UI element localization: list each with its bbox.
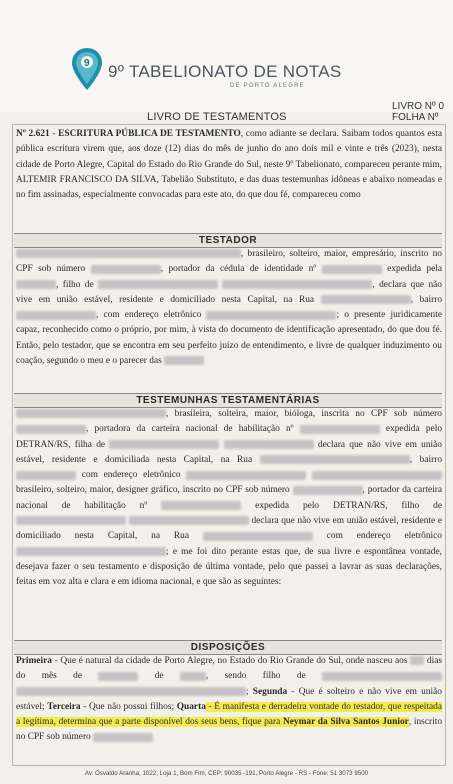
redacted-cpf [16,425,86,434]
svg-text:9: 9 [84,58,90,69]
redacted-cpf [293,486,363,495]
redacted-district [16,471,76,480]
testador-text: , filho de [56,279,94,290]
livro-number-label: LIVRO Nº 0 [392,101,445,112]
testemunhas-heading: TESTEMUNHAS TESTAMENTÁRIAS [14,393,442,408]
redacted-street [260,455,410,464]
testador-text: ; o presente juridicamente capaz, reconhecido como o próprio, por mim, à vista do documento de identificação apresentado, do que dou fé. Então, pelo testador, que se encontra em seu perfeito juízo de entendimento, e livre de qualquer induzimento ou coação, segundo o meu e o parecer das [16,310,443,367]
redacted-issuer [16,280,56,289]
testemunhas-paragraph [16,407,442,591]
intro-paragraph: Nº 2.621 - ESCRITURA PÚBLICA DE TESTAMENTO, como adiante se declara. Saibam todos quantos esta pública escritura virem que, aos doze (12) dias do mês de junho do ano dois mil e vinte e três (2023), nesta cidade de Porto Alegre, Capital do Estado do Rio Grande do Sul, neste 9º Tabelionato, compareceu perante mim, ALTEMIR FRANCISCO DA SILVA, Tabelião Substituto, e das duas testemunhas idôneas e abaixo nomeadas e no fim assinadas, especialmente convocadas para este ato, do que dou fé, compareceu como [16,129,442,201]
redacted-cpf [91,265,161,274]
redacted-parents [322,672,442,681]
disposicoes-heading: DISPOSIÇÕES [14,640,442,655]
testador-heading: TESTADOR [14,233,442,248]
redacted-year [180,672,206,681]
redacted-day [410,656,424,665]
redacted-month [98,672,138,681]
disposicao-text: - Que não possui filhos; [80,701,175,712]
witness-text: com endereço eletrônico [81,470,181,481]
witness-text: , portador da carteira nacional de habilitação nº [16,485,442,511]
redacted-parents [16,687,246,696]
redacted-text [164,356,204,365]
witness-text: expedida pelo DETRAN/RS, filho de [255,500,443,511]
redacted-email [206,311,336,320]
redacted-parents [98,280,218,289]
redacted-parents [222,280,372,289]
witness-text: declara que não vive em união estável, residente e domiciliada nesta Capital, na Rua [16,439,442,465]
redacted-parents [16,516,126,525]
redacted-parents [129,516,249,525]
disposicao-text: de [154,671,164,682]
redacted-email [186,471,306,480]
redacted-street [203,532,313,541]
testador-text: expedida pela [387,264,443,275]
quarta-label: Quarta [176,701,206,712]
redacted-witness-name [312,471,442,480]
disposicao-text: - Que é solteiro e não vive em união estável; [16,686,442,712]
witness-text: brasileiro, solteiro, maior, designer gráfico, inscrito no CPF sob número [16,485,290,496]
brand-name: 9º TABELIONATO DE NOTAS [108,62,342,81]
witness-text: ; e me foi dito perante estas que, de sua livre e espontânea vontade, desejava fazer o seu testamento e disposição de última vontade, pelo que passei a lavrar as suas declarações, feitas em voz alta e clara e em idioma nacional, e que são as seguintes: [16,546,442,588]
testador-text: , declara que não vive em união estável, residente e domiciliado nesta Capital, na Rua [16,279,442,305]
notary-logo-icon [70,46,104,92]
redacted-id [322,265,382,274]
footer-address: Av. Osvaldo Aranha, 1022, Loja 1, Bom Fim, CEP: 90035 -191, Porto Alegre - RS - Fone: 51 3073 9500 [84,770,369,777]
redacted-parents [224,440,314,449]
testador-text: , portador da cédula de identidade nº [160,264,317,275]
witness-text: expedida pelo DETRAN/RS, filha de [16,424,443,450]
redacted-email [16,547,166,556]
disposicao-text: dias do mês de [16,656,443,682]
redacted-district [16,311,96,320]
primeira-label: Primeira [16,656,52,666]
redacted-street [321,295,411,304]
disposicao-text: - Que é natural da cidade de Porto Alegre, no Estado do Rio Grande do Sul, onde nasceu aos [51,656,408,666]
intro-text-2: , Tabelião Substituto, e das duas testemunhas idôneas e abaixo nomeadas e no fim assinadas, especialmente convocadas para este ato, do que dou fé, compareceu como [16,174,442,201]
deed-title: ESCRITURA PÚBLICA DE TESTAMENTO [58,129,241,139]
redacted-cpf [93,733,153,742]
witness-text: , portadora da carteira nacional de habilitação nº [86,424,294,435]
disposicao-text: inscrito no CPF sob número [16,717,443,743]
testador-paragraph [16,247,442,369]
redacted-license [300,425,380,434]
brand-subtitle: DE PORTO ALEGRE [230,83,305,89]
testador-text: , brasileiro, solteiro, maior, empresário, inscrito no CPF sob número [16,249,442,275]
intro-text-1: , como adiante se declara. Saibam todos quantos esta pública escritura virem que, aos doze (12) dias do mês de junho do ano dois mil e vinte e três (2023), nesta cidade de Porto Alegre, Capital do Estado do Rio Grande do Sul, neste 9º Tabelionato, compareceu perante mim, [16,129,442,170]
segunda-label: Segunda [252,686,288,697]
disposicoes-paragraph: Primeira - Que é natural da cidade de Porto Alegre, no Estado do Rio Grande do Sul, onde nasceu aos dias do mês de de , sendo filho de ; Segunda - Que é solteiro e não vive em união estável; Terceira - Que não possui filhos; Quarta - É manifesta e derradeira vontade do testador, que respeitada a legítima, determina que a parte disponível dos seus bens, fique para Neymar da Silva Santos Junior, inscrito no CPF sob número [16,656,443,743]
redacted-testator-name [16,249,241,258]
folha-number-label: FOLHA Nº [392,112,439,123]
letterhead [0,0,453,112]
witness-text: , bairro [409,454,443,465]
quarta-highlighted-text: - É manifesta e derradeira vontade do testador, que respeitada a legítima, determina que a parte disponível dos seus bens, fique para [16,701,443,728]
witness-text: , brasileira, solteira, maior, bióloga, inscrita no CPF sob número [166,409,442,419]
book-title: LIVRO DE TESTAMENTOS [147,111,287,123]
terceira-label: Terceira [47,701,81,712]
redacted-parents [109,440,219,449]
redacted-license [161,501,241,510]
notary-name: ALTEMIR FRANCISCO DA SILVA [16,174,157,185]
beneficiary-name: Neymar da Silva Santos Junior [282,717,409,728]
witness-text: com endereço eletrônico [326,531,442,542]
disposicao-text: , sendo filho de [205,671,306,682]
testador-text: , com endereço eletrônico [96,310,202,321]
redacted-witness-name [16,409,166,418]
deed-number: Nº 2.621 [16,129,50,139]
witness-text: declara que não vive em união estável, residente e domiciliado nesta Capital, na Rua [16,516,443,542]
testador-text: , bairro [410,294,443,305]
